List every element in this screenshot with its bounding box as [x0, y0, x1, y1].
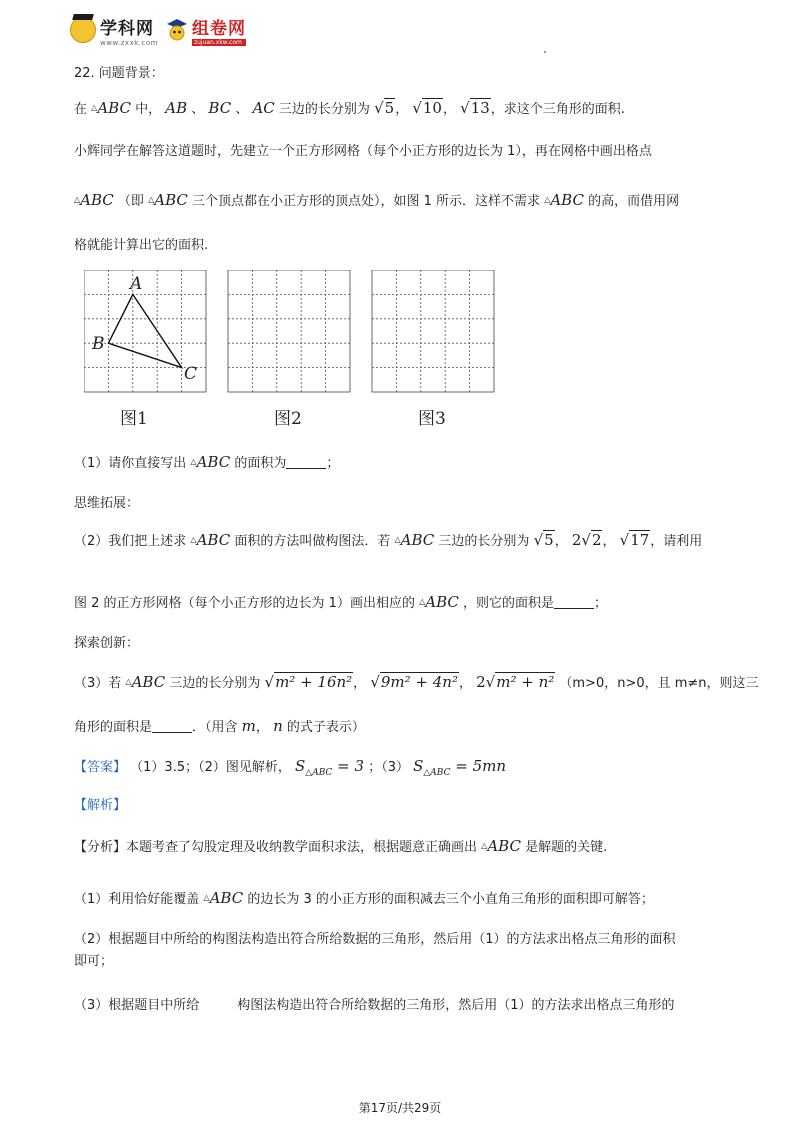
figure-2-caption: 图2 — [274, 409, 302, 429]
text: （1）利用恰好能覆盖 — [74, 892, 200, 907]
part-2-line-2 — [74, 592, 607, 614]
sqrt-13: √13 — [460, 99, 490, 117]
text: 的面积为 — [234, 456, 287, 471]
text: ； — [326, 456, 340, 471]
triangle-abc: △ABC — [190, 453, 231, 471]
text: 、 — [235, 102, 249, 117]
figure-1-caption: 图1 — [120, 409, 148, 429]
figure-3-grid — [372, 270, 494, 392]
stray-dot — [544, 51, 546, 53]
two-sqrt-m2-n2: 2√m² + n² — [476, 673, 555, 691]
part-1 — [74, 452, 339, 474]
area-eq-2: $S_{\triangle ABC} = 5mn$ — [413, 757, 507, 778]
text: 三边的长分别为 — [438, 534, 530, 549]
answer-blank — [554, 594, 594, 609]
triangle-abc: △ABC — [544, 191, 584, 209]
sqrt-5: √5 — [374, 99, 395, 117]
text: 三边的长分别为 — [278, 102, 370, 117]
triangle-abc: △ABC — [203, 889, 244, 907]
triangle-abc: △ABC — [148, 191, 188, 209]
answer-line — [74, 756, 506, 783]
text: 构图法构造出符合所给数据的三角形，然后用（1）的方法求出格点三角形的 — [237, 998, 675, 1013]
zxxk-logo-name: 学科网 — [100, 18, 154, 39]
text: ，请利用 — [650, 534, 703, 549]
answer-blank — [152, 718, 192, 733]
heading-thinking-extension: 思维拓展： — [74, 496, 140, 511]
text: （m>0，n>0，且 m≠n，则这三 — [559, 676, 759, 691]
text: 的边长为 3 的小正方形的面积减去三个小直角三角形的面积即可解答； — [247, 892, 654, 907]
sqrt-10: √10 — [412, 99, 442, 117]
zujuan-mascot-icon — [166, 18, 188, 42]
text: ； — [594, 596, 608, 611]
figures-grids — [84, 270, 504, 400]
part-2-line-1: （2）我们把上述求 △ABC 面积的方法叫做构图法．若 △ABC 三边的长分别为 √5， 2√2， √17，请利用 — [74, 531, 703, 549]
zujuan-logo-url: zujuan.xkw.com — [192, 39, 246, 46]
sqrt-9m2-4n2: √9m² + 4n² — [370, 673, 458, 691]
sqrt-5: √5 — [533, 531, 554, 549]
text: ， — [255, 720, 269, 735]
sqrt-17: √17 — [619, 531, 650, 549]
part-3-line-1: （3）若 △ABC 三边的长分别为 √m² + 16n²， √9m² + 4n²， 2√m² + n² （m>0，n>0，且 m≠n，则这三 — [74, 673, 759, 691]
triangle-abc: △ABC — [190, 531, 231, 549]
text: 的式子表示） — [286, 720, 365, 735]
text: 本题考查了勾股定理及收纳教学面积求法，根据题意正确画出 — [126, 840, 478, 855]
triangle-abc: △ABC — [481, 837, 521, 855]
text: ，求这个三角形的面积. — [490, 102, 625, 117]
text: （2）我们把上述求 — [74, 534, 187, 549]
triangle-abc: △ABC — [419, 593, 459, 611]
vertex-label-a: A — [130, 274, 143, 294]
heading-exploration: 探索创新： — [74, 636, 140, 651]
text: 是解题的关键. — [525, 840, 608, 855]
question-line-2: 小辉同学在解答这道题时，先建立一个正方形网格（每个小正方形的边长为 1），再在网格中画出格点 — [74, 144, 652, 159]
text: 中， — [135, 102, 162, 117]
analysis-step-1 — [74, 888, 654, 910]
answer-tag: 【答案】 — [74, 760, 127, 775]
analysis-sub-tag: 【分析】 — [74, 840, 127, 855]
text: ；（3） — [368, 760, 409, 775]
zujuan-logo — [166, 14, 246, 46]
triangle-abc: △ABC — [74, 191, 114, 209]
text: （即 — [117, 194, 144, 209]
text: （3）根据题目中所给 — [74, 998, 200, 1013]
zxxk-logo — [70, 14, 158, 47]
analysis-tag: 【解析】 — [74, 798, 127, 813]
text: （3）若 — [74, 676, 122, 691]
analysis-step-3 — [74, 996, 675, 1016]
text: 的高，而借用网 — [588, 194, 680, 209]
triangle-abc: △ABC — [125, 673, 166, 691]
analysis-summary — [74, 836, 607, 858]
sqrt-m2-16n2: √m² + 16n² — [264, 673, 353, 691]
text: （1）请你直接写出 — [74, 456, 187, 471]
zxxk-mascot-icon — [70, 17, 96, 43]
text: 、 — [191, 102, 205, 117]
two-sqrt-2: 2√2 — [571, 531, 602, 549]
side-ab: AB — [165, 99, 188, 117]
triangle-abc: △ABC — [91, 99, 131, 117]
question-line-4: 格就能计算出它的面积. — [74, 238, 209, 253]
figure-3-caption: 图3 — [418, 409, 446, 429]
analysis-step-2-cont: 即可； — [74, 954, 114, 969]
zxxk-logo-url: www.zxxk.com — [100, 38, 158, 47]
answer-blank — [286, 454, 326, 469]
question-line-3 — [74, 190, 679, 212]
text: ，则它的面积是 — [463, 596, 555, 611]
area-eq-1: $S_{\triangle ABC} = 3$ — [295, 757, 365, 778]
vertex-label-b: B — [92, 334, 105, 354]
text: ．（用含 — [192, 720, 238, 735]
triangle-abc: △ABC — [394, 531, 435, 549]
figure-2-grid — [228, 270, 350, 392]
header-logos — [70, 10, 246, 50]
text: 三个顶点都在小正方形的顶点处），如图 1 所示．这样不需求 — [192, 194, 541, 209]
question-line-1: 在 △ABC 中， AB 、 BC 、 AC 三边的长分别为 √5， √10， √13，求这个三角形的面积. — [74, 99, 625, 117]
var-m: m — [241, 717, 256, 735]
part-3-line-2 — [74, 716, 365, 738]
text: （1）3.5；（2）图见解析， — [130, 760, 291, 775]
text: 三边的长分别为 — [169, 676, 261, 691]
question-number: 22. 问题背景： — [74, 66, 164, 81]
text: 图 2 的正方形网格（每个小正方形的边长为 1）画出相应的 — [74, 596, 415, 611]
text: 在 — [74, 102, 88, 117]
zujuan-logo-name: 组卷网 — [191, 19, 246, 39]
side-bc: BC — [208, 99, 232, 117]
side-ac: AC — [252, 99, 275, 117]
triangle-abc-shape — [108, 294, 181, 367]
text: 角形的面积是 — [74, 720, 153, 735]
page-number: 第17页/共29页 — [358, 1101, 442, 1115]
analysis-step-2: （2）根据题目中所给的构图法构造出符合所给数据的三角形，然后用（1）的方法求出格点三角形的面积 — [74, 932, 676, 947]
vertex-label-c: C — [184, 364, 198, 384]
text: 面积的方法叫做构图法．若 — [234, 534, 391, 549]
var-n: n — [273, 717, 283, 735]
